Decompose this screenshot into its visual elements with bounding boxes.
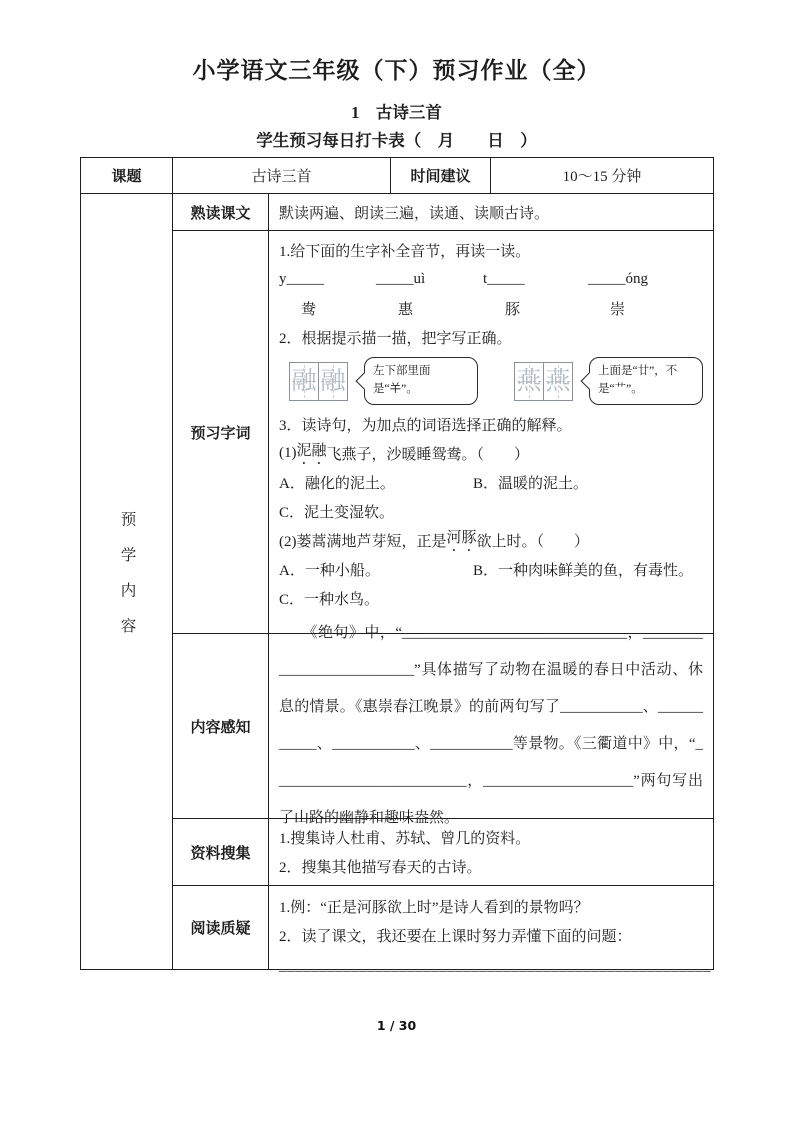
trace-character: 燕	[545, 367, 571, 395]
writing-grid-cell	[318, 362, 348, 401]
trace-character: 燕	[516, 367, 542, 395]
row-label-zici: 预习字词	[173, 231, 269, 633]
side-column	[81, 194, 173, 969]
page-number: 1 / 30	[376, 1018, 417, 1033]
table-body	[81, 194, 713, 974]
souji-item-2: 2．搜集其他描写春天的古诗。	[279, 860, 482, 876]
q3-sentence-2	[279, 526, 703, 555]
emphasized-word: 河豚	[446, 530, 477, 546]
row-label-shudu: 熟读课文	[173, 194, 269, 230]
option-b: B．温暖的泥土。	[473, 476, 589, 492]
pinyin-blank: _____uì	[376, 271, 426, 287]
writing-grid-cell	[289, 362, 319, 401]
shudu-text: 默读两遍、朗读三遍，读通、读顺古诗。	[279, 205, 550, 222]
option-a: A．一种小船。	[279, 563, 380, 579]
option-b: B．一种肉味鲜美的鱼，有毒性。	[473, 563, 694, 579]
new-character: 鸯	[301, 302, 317, 318]
row-content-ganzhi	[269, 625, 713, 826]
writing-grid-cell	[543, 362, 573, 401]
sentence-post: 飞燕子，沙暖睡鸳鸯。（ ）	[326, 447, 530, 463]
tip-bubble-yan: 上面是“廿”，不是“艹”。	[589, 357, 703, 405]
pinyin-blank: _____óng	[588, 271, 648, 287]
fill-in-paragraph: 《绝句》中，“______________________________，__________________________”具体描写了动物在温暖的春日中活动、休息的情景。《惠崇春江晚景》的前两句写了___________、___________、___________、___________等景物。《三衢道中》中，“__________________________，____________________”两句写出了山路的幽静和趣味盎然。	[279, 625, 703, 826]
writing-grid-cell	[514, 362, 544, 401]
topic-value-cell: 古诗三首	[173, 158, 391, 193]
q3-1-option-c: C．泥土变湿软。	[279, 505, 395, 521]
lesson-heading: 1 古诗三首	[351, 103, 442, 122]
trace-boxes-rong	[289, 362, 348, 401]
trace-row	[279, 352, 703, 410]
time-value-cell: 10～15 分钟	[562, 169, 642, 185]
answer-blank-line: ______________________________________________________	[279, 958, 711, 974]
trace-boxes-yan	[514, 362, 573, 401]
table-header-row	[81, 158, 713, 194]
new-character: 豚	[505, 302, 521, 318]
zhiyi-item-1: 1.例：“正是河豚欲上时”是诗人看到的景物吗？	[279, 900, 589, 916]
page-title: 小学语文三年级（下）预习作业（全）	[192, 58, 601, 83]
new-character: 惠	[398, 302, 414, 318]
sentence-pre: (1)	[279, 445, 297, 461]
table-row	[173, 886, 713, 974]
zhiyi-item-2: 2．读了课文，我还要在上课时努力弄懂下面的问题：	[279, 929, 632, 945]
side-label: 预学内容	[118, 510, 136, 653]
tip-bubble-rong: 左下部里面是“𢆉”。	[364, 357, 478, 405]
q3-2-options-ab	[279, 555, 703, 584]
q1-title: 1.给下面的生字补全音节，再读一读。	[279, 244, 531, 260]
sentence-post: 欲上时。（ ）	[476, 534, 590, 550]
character-row	[279, 294, 703, 323]
q3-title: 3．读诗句，为加点的词语选择正确的解释。	[279, 418, 572, 434]
trace-character: 融	[320, 367, 346, 395]
table-row	[173, 819, 713, 886]
checkin-card-subtitle: 学生预习每日打卡表（ 月 日 ）	[256, 131, 537, 150]
row-label-souji: 资料搜集	[173, 819, 269, 885]
table-row	[173, 231, 713, 634]
preview-table	[80, 157, 714, 974]
table-row	[173, 194, 713, 231]
pinyin-blank: t_____	[483, 271, 525, 287]
time-label-cell: 时间建议	[391, 158, 491, 193]
row-content-zhiyi	[269, 886, 713, 974]
sentence-pre: (2)蒌蒿满地芦芽短，正是	[279, 534, 447, 550]
emphasized-word: 泥融	[296, 443, 327, 459]
pinyin-blank: y_____	[279, 271, 324, 287]
topic-label-cell: 课题	[81, 158, 173, 193]
rows-column	[173, 194, 713, 974]
row-content-souji	[269, 819, 713, 885]
row-content-shudu	[269, 194, 713, 230]
souji-item-1: 1.搜集诗人杜甫、苏轼、曾几的资料。	[279, 831, 531, 847]
new-character: 崇	[610, 302, 626, 318]
q3-2-option-c: C．一种水鸟。	[279, 592, 380, 608]
table-row	[173, 625, 713, 826]
pinyin-row	[279, 265, 703, 294]
row-label-ganzhi: 内容感知	[173, 634, 269, 818]
row-content-zici	[269, 231, 713, 633]
q2-title: 2．根据提示描一描，把字写正确。	[279, 331, 512, 347]
trace-character: 融	[291, 367, 317, 395]
row-label-zhiyi: 阅读质疑	[173, 886, 269, 969]
q3-1-options-ab	[279, 468, 703, 497]
option-a: A．融化的泥土。	[279, 476, 395, 492]
q3-sentence-1	[279, 439, 703, 468]
